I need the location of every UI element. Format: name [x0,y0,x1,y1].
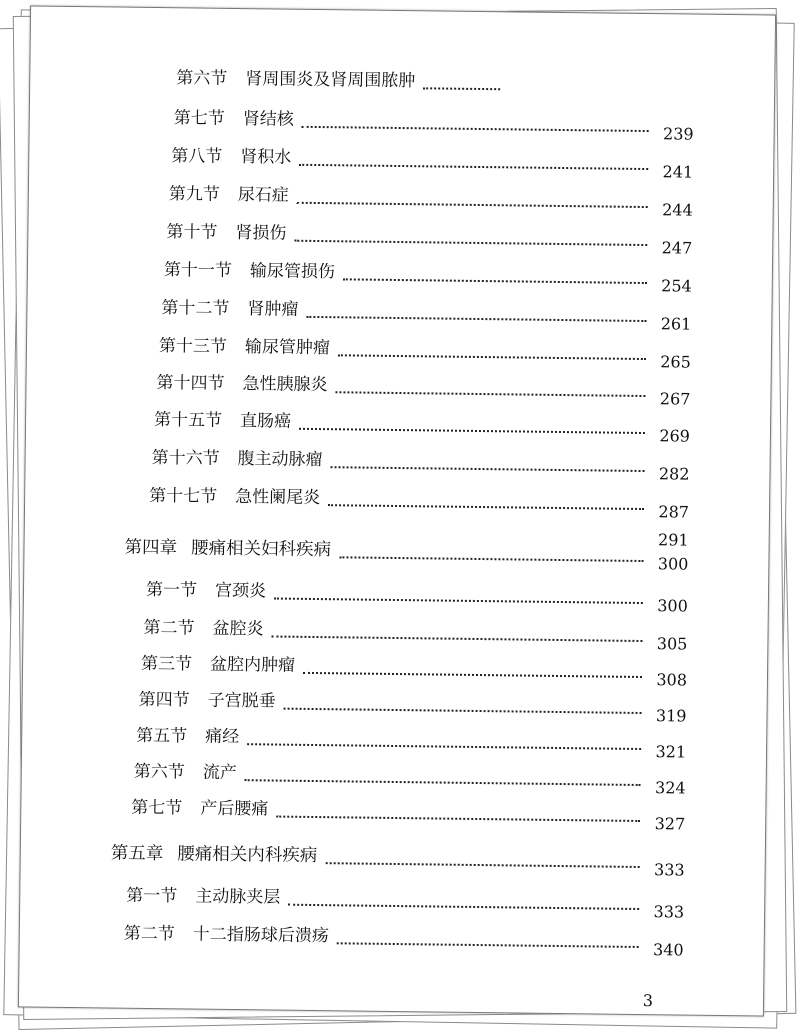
toc-entry-number: 第十二节 [161,298,230,319]
toc-section-entry [136,725,687,762]
toc-section-entry [161,298,692,334]
toc-entry-number: 第十五节 [153,410,223,431]
toc-entry-title: 腰痛相关妇科疾病 [190,538,332,561]
dot-leader [297,202,648,208]
toc-page-number: 300 [657,596,688,616]
toc-entry-title: 急性阑尾炎 [235,487,321,509]
toc-entry-number: 第六节 [133,761,185,783]
toc-entry-title: 腰痛相关内科疾病 [177,844,318,867]
toc-entry-number: 第三节 [140,653,193,675]
dot-leader [294,240,647,246]
toc-entry-number: 第五章 [110,843,164,865]
dot-leader [302,126,649,132]
page-number: 3 [642,991,654,1011]
toc-section-entry [156,373,691,409]
toc-entry-number: 第一节 [126,885,178,907]
toc-page-number: 241 [662,162,694,182]
toc-section-entry [126,885,685,922]
toc-page-number: 287 [658,502,690,522]
toc-section-entry [158,336,691,372]
dot-leader [303,672,642,678]
toc-section-entry [153,410,691,446]
toc-entry-title: 直肠癌 [239,411,292,432]
toc-page-number: 247 [661,238,693,258]
toc-entry-number: 第四节 [138,689,190,711]
dot-leader [288,904,639,910]
toc-chapter-entry [110,843,685,880]
toc-entry-number: 第十六节 [151,447,220,469]
toc-entry-number: 第二节 [123,923,175,945]
toc-page-number: 267 [659,389,691,409]
toc-entry-title: 主动脉夹层 [195,886,281,908]
dot-leader [331,466,645,472]
toc-entry-title: 子宫脱垂 [207,690,276,712]
toc-section-entry [173,108,694,144]
dot-leader [274,598,643,605]
toc-section-entry [143,617,688,654]
toc-section-entry [133,761,686,798]
toc-page-number: 282 [658,464,690,484]
toc-section-entry [138,689,687,726]
toc-entry-number: 第二节 [143,617,195,639]
toc-page-number: 340 [652,940,684,960]
toc-page-number: 254 [661,276,692,296]
toc-entry-number: 第八节 [171,146,223,167]
toc-section-entry [151,447,690,484]
toc-page-number: 327 [654,814,686,834]
toc-entry-title: 肾结核 [242,109,294,130]
dot-leader [299,164,648,170]
toc-section-entry [168,184,693,220]
toc-section-entry [176,68,544,92]
toc-section-entry [149,485,690,522]
toc-page-number: 305 [656,634,688,654]
dot-leader [284,708,642,714]
toc-entry-title: 肾肿瘤 [247,299,299,320]
toc-page-number: 291 [658,530,689,550]
toc-page-number: 244 [662,200,693,220]
toc-entry-title: 肾损伤 [235,223,287,244]
toc-entry-title: 尿石症 [237,185,289,206]
toc-entry-title: 痛经 [205,726,240,748]
toc-page-number: 239 [662,124,694,144]
toc-entry-number: 第十节 [166,222,218,243]
toc-entry-title: 产后腰痛 [200,798,269,820]
dot-leader [339,556,644,562]
toc-section-entry [131,797,686,834]
toc-entry-title: 输尿管肿瘤 [244,337,331,359]
toc-entry-title: 宫颈炎 [214,580,267,602]
toc-entry-number: 第十七节 [149,485,218,507]
dot-leader [325,862,640,868]
toc-entry-title: 急性胰腺炎 [242,374,328,396]
toc-entry-number: 第一节 [145,579,198,601]
toc-page-number: 300 [657,554,689,574]
toc-entry-number: 第九节 [168,184,220,205]
toc-entry-title: 肾积水 [240,147,292,168]
dot-leader [245,779,641,786]
toc-page-number: 265 [660,352,691,372]
toc-page-number: 261 [660,314,692,334]
toc-entry-number: 第四章 [124,537,178,559]
toc-section-entry [171,146,694,182]
dot-leader [276,816,640,822]
toc-entry-number: 第七节 [131,797,183,819]
toc-section-entry [145,579,688,616]
dot-leader [306,316,646,322]
toc-page-number: 269 [659,426,691,446]
toc-page-number: 321 [655,742,687,762]
toc-section-entry [123,923,684,960]
toc-page [18,5,776,1016]
toc-section-entry [163,260,692,296]
toc-page-number: 333 [653,860,685,880]
dot-leader [328,504,644,510]
toc-page-number: 308 [656,670,688,690]
toc-entry-number: 第十一节 [163,260,233,281]
toc-section-entry [140,653,688,690]
toc-entry-title: 十二指肠球后溃疡 [192,924,329,947]
dot-leader [423,87,500,90]
dot-leader [338,354,646,360]
toc-entry-title: 肾周围炎及肾周围脓肿 [245,69,416,92]
toc-section-entry [166,222,693,258]
toc-entry-title: 流产 [202,762,237,784]
toc-page-number: 333 [653,902,685,922]
dot-leader [299,428,645,434]
dot-leader [337,942,639,948]
toc-entry-number: 第七节 [173,108,225,129]
toc-entry-title: 腹主动脉瘤 [237,449,323,471]
dot-leader [343,278,647,284]
toc-entry-title: 输尿管损伤 [249,261,336,283]
toc-entry-number: 第十三节 [158,336,228,357]
dot-leader [247,743,641,750]
toc-page-number: 319 [655,706,687,726]
dot-leader [335,391,645,397]
table-of-contents [19,6,775,1015]
toc-entry-number: 第六节 [176,68,228,89]
toc-entry-number: 第十四节 [156,373,225,394]
toc-entry-number: 第五节 [136,725,188,747]
toc-entry-title: 盆腔内肿瘤 [209,654,296,676]
toc-chapter-entry [124,537,689,574]
dot-leader [271,635,642,642]
toc-entry-title: 盆腔炎 [212,618,264,640]
toc-page-number: 324 [654,778,686,798]
